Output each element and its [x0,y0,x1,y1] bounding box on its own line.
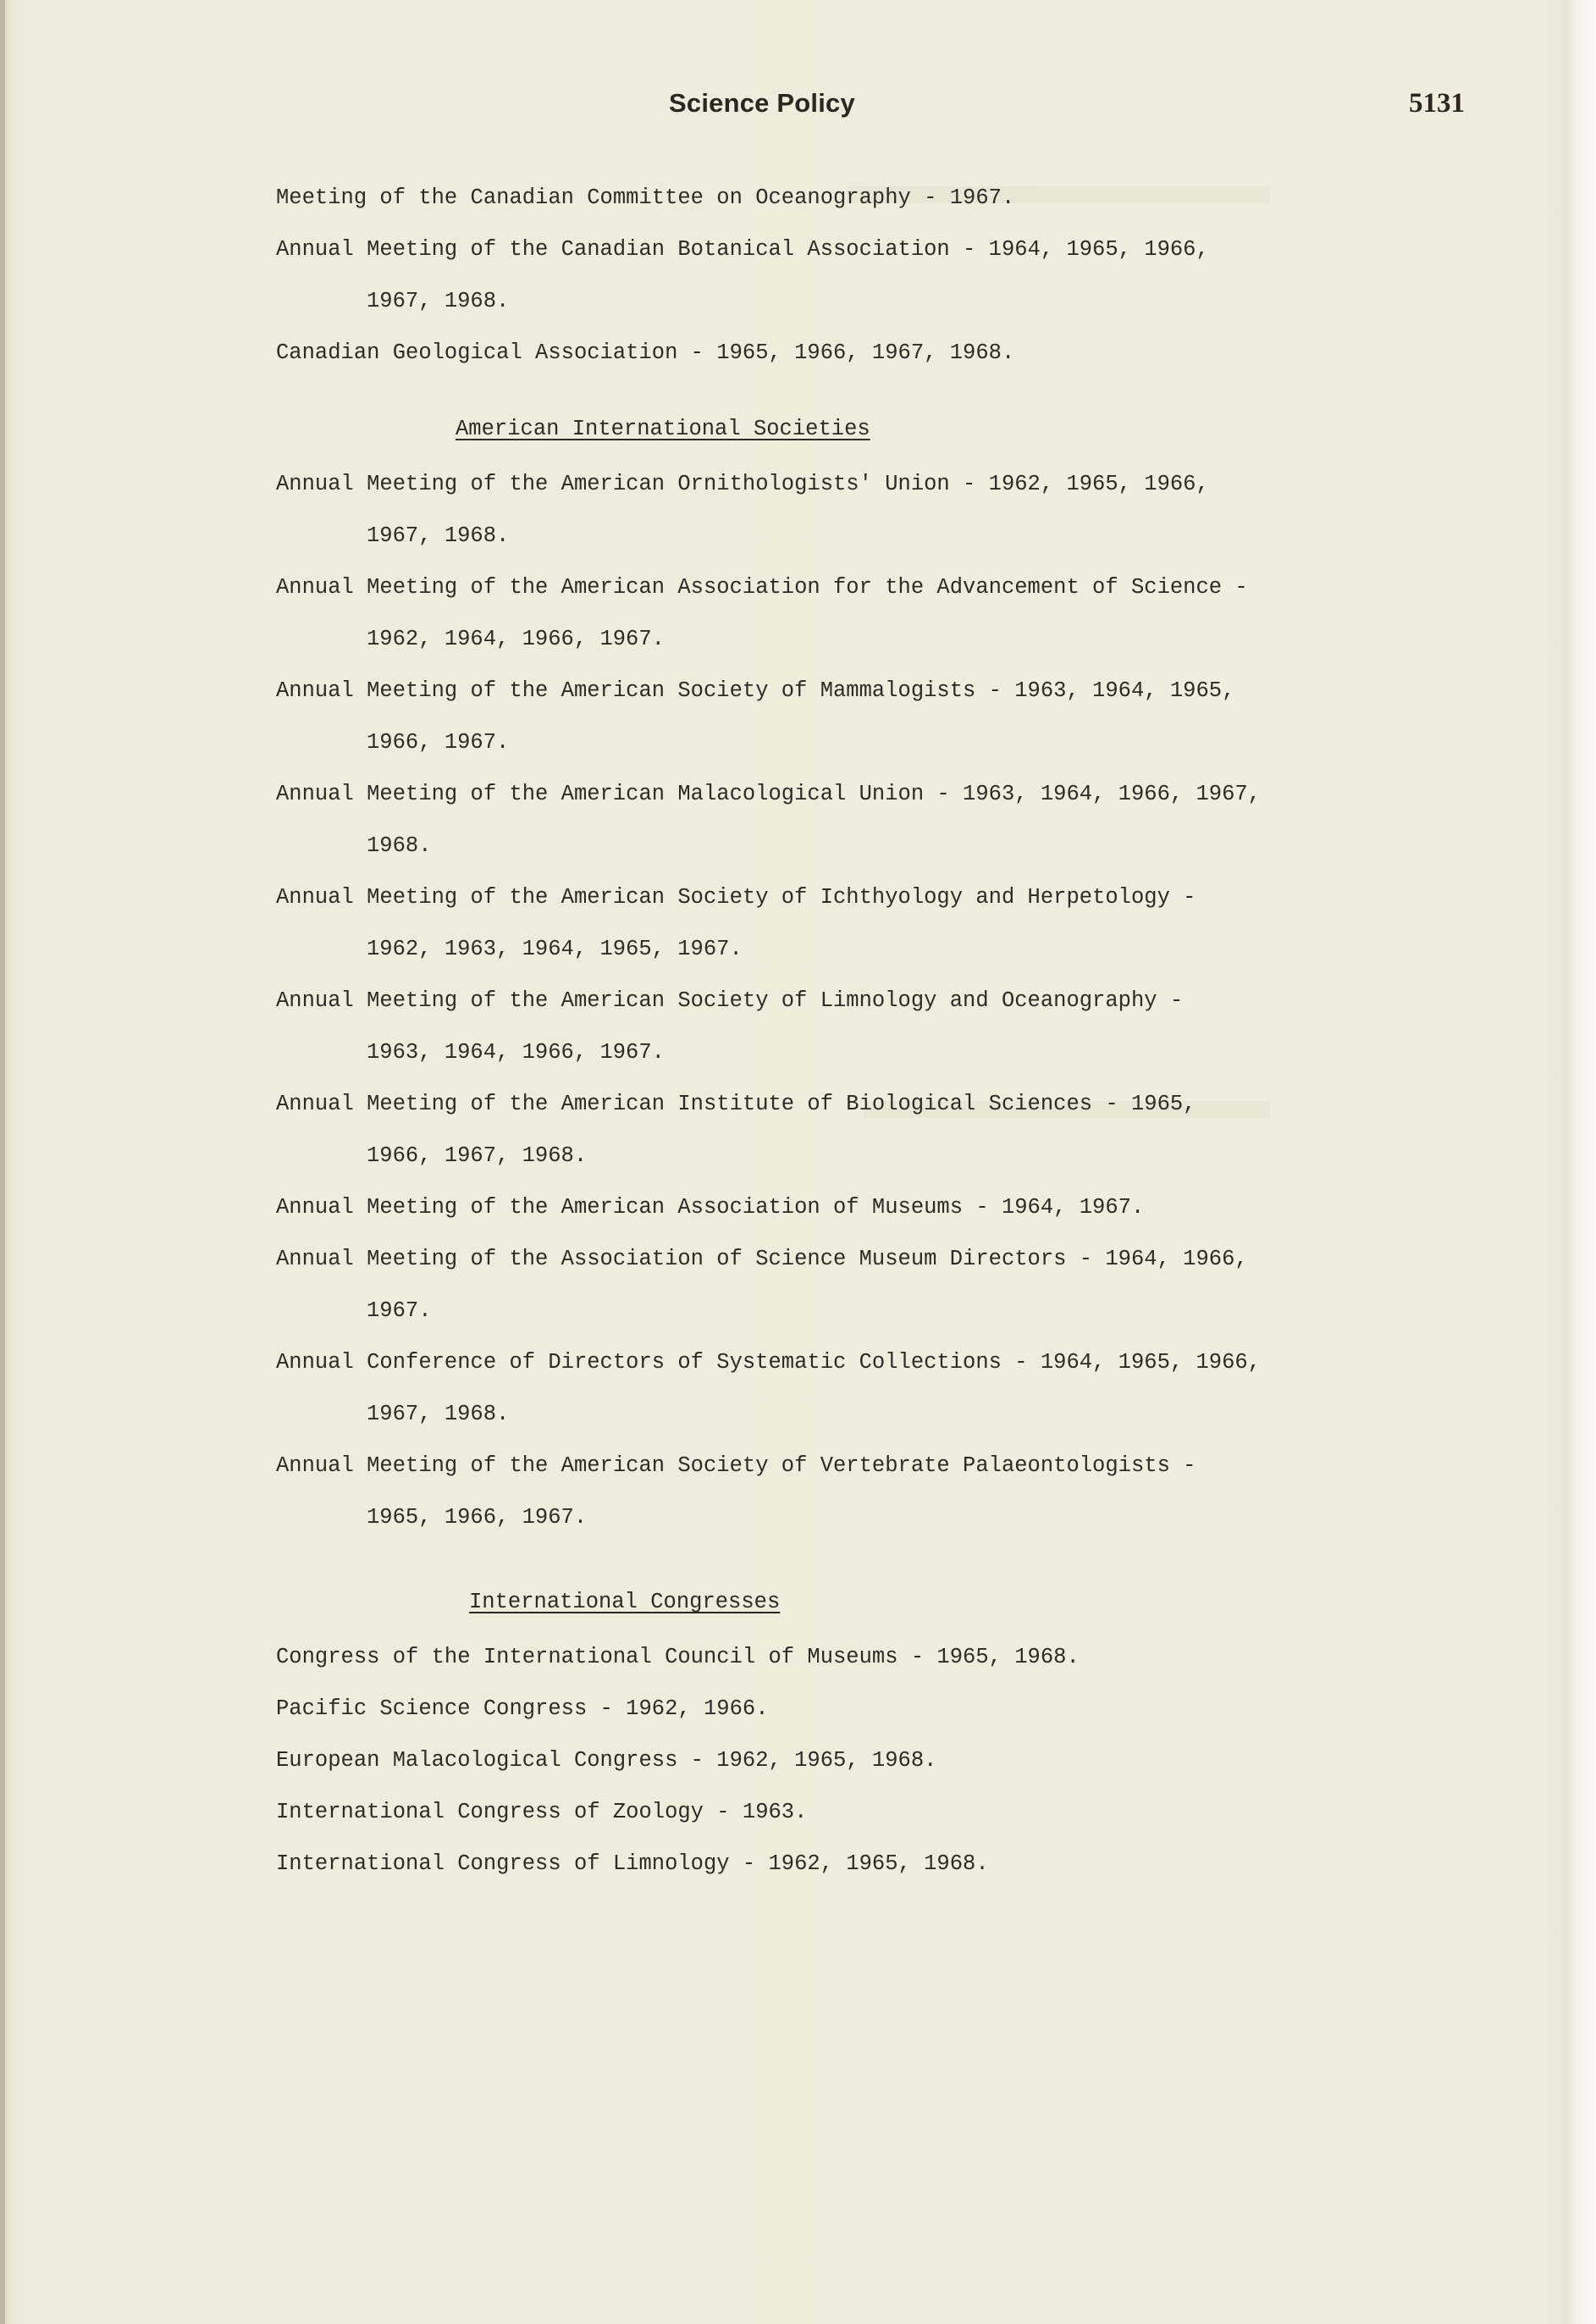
entry-line: Annual Meeting of the American Malacological Union - 1963, 1964, 1966, 1967, [276,782,1261,806]
list-item [276,779,1334,861]
international-congresses-list [276,1642,1334,1901]
list-item [276,573,1334,655]
entry-line: Annual Meeting of the American Institute of Biological Sciences - 1965, [276,1092,1196,1116]
entry-continuation: 1967. [367,1298,432,1323]
entry-line: Annual Meeting of the American Association for the Advancement of Science - [276,575,1248,600]
entry-line: Annual Meeting of the American Society of Ichthyology and Herpetology - [276,885,1196,910]
page-number: 5131 [1409,88,1465,119]
list-item [276,1192,1334,1223]
list-item [276,676,1334,758]
list-item [276,883,1334,965]
list-item [276,338,1334,368]
list-item [276,235,1334,317]
entry-line: International Congress of Zoology - 1963. [276,1800,808,1824]
american-societies-heading: American International Societies [456,417,870,441]
entry-continuation: 1965, 1966, 1967. [367,1505,588,1530]
entry-line: Annual Meeting of the American Society of Mammalogists - 1963, 1964, 1965, [276,678,1235,703]
list-item [276,1244,1334,1326]
entry-line: European Malacological Congress - 1962, 1965, 1968. [276,1748,937,1773]
entry-line: Annual Meeting of the American Society of Vertebrate Palaeontologists - [276,1453,1196,1478]
entry-continuation: 1967, 1968. [367,523,510,548]
list-item [276,1797,1334,1828]
list-item [276,1746,1334,1776]
canadian-meetings-list [276,183,1334,390]
entry-continuation: 1966, 1967. [367,730,510,755]
entry-continuation: 1962, 1963, 1964, 1965, 1967. [367,937,743,961]
list-item [276,469,1334,551]
entry-continuation: 1968. [367,833,432,858]
entry-line: Annual Meeting of the American Society of Limnology and Oceanography - [276,988,1184,1013]
american-societies-list [276,469,1334,1554]
entry-line: Canadian Geological Association - 1965, 1966, 1967, 1968. [276,340,1015,365]
list-item [276,1694,1334,1724]
entry-continuation: 1967, 1968. [367,1402,510,1426]
entry-continuation: 1966, 1967, 1968. [367,1143,588,1168]
entry-continuation: 1962, 1964, 1966, 1967. [367,627,665,651]
entry-continuation: 1967, 1968. [367,289,510,313]
entry-line: Pacific Science Congress - 1962, 1966. [276,1696,769,1721]
page-binding-edge [0,0,5,2324]
entry-line: Meeting of the Canadian Committee on Oceanography - 1967. [276,185,1015,210]
international-congresses-heading: International Congresses [469,1590,781,1614]
entry-line: Annual Meeting of the American Association of Museums - 1964, 1967. [276,1195,1145,1220]
entry-line: Annual Meeting of the American Ornithologists' Union - 1962, 1965, 1966, [276,472,1209,496]
entry-line: Congress of the International Council of Museums - 1965, 1968. [276,1645,1080,1669]
list-item [276,1089,1334,1171]
entry-continuation: 1963, 1964, 1966, 1967. [367,1040,665,1065]
list-item [276,183,1334,213]
list-item [276,1347,1334,1430]
list-item [276,1849,1334,1879]
entry-line: Annual Meeting of the Canadian Botanical Association - 1964, 1965, 1966, [276,237,1209,262]
entry-line: International Congress of Limnology - 1962, 1965, 1968. [276,1851,989,1876]
entry-line: Annual Conference of Directors of Systematic Collections - 1964, 1965, 1966, [276,1350,1261,1375]
list-item [276,1451,1334,1533]
entry-line: Annual Meeting of the Association of Science Museum Directors - 1964, 1966, [276,1247,1248,1271]
page-title: Science Policy [669,88,855,118]
list-item [276,1642,1334,1673]
list-item [276,986,1334,1068]
